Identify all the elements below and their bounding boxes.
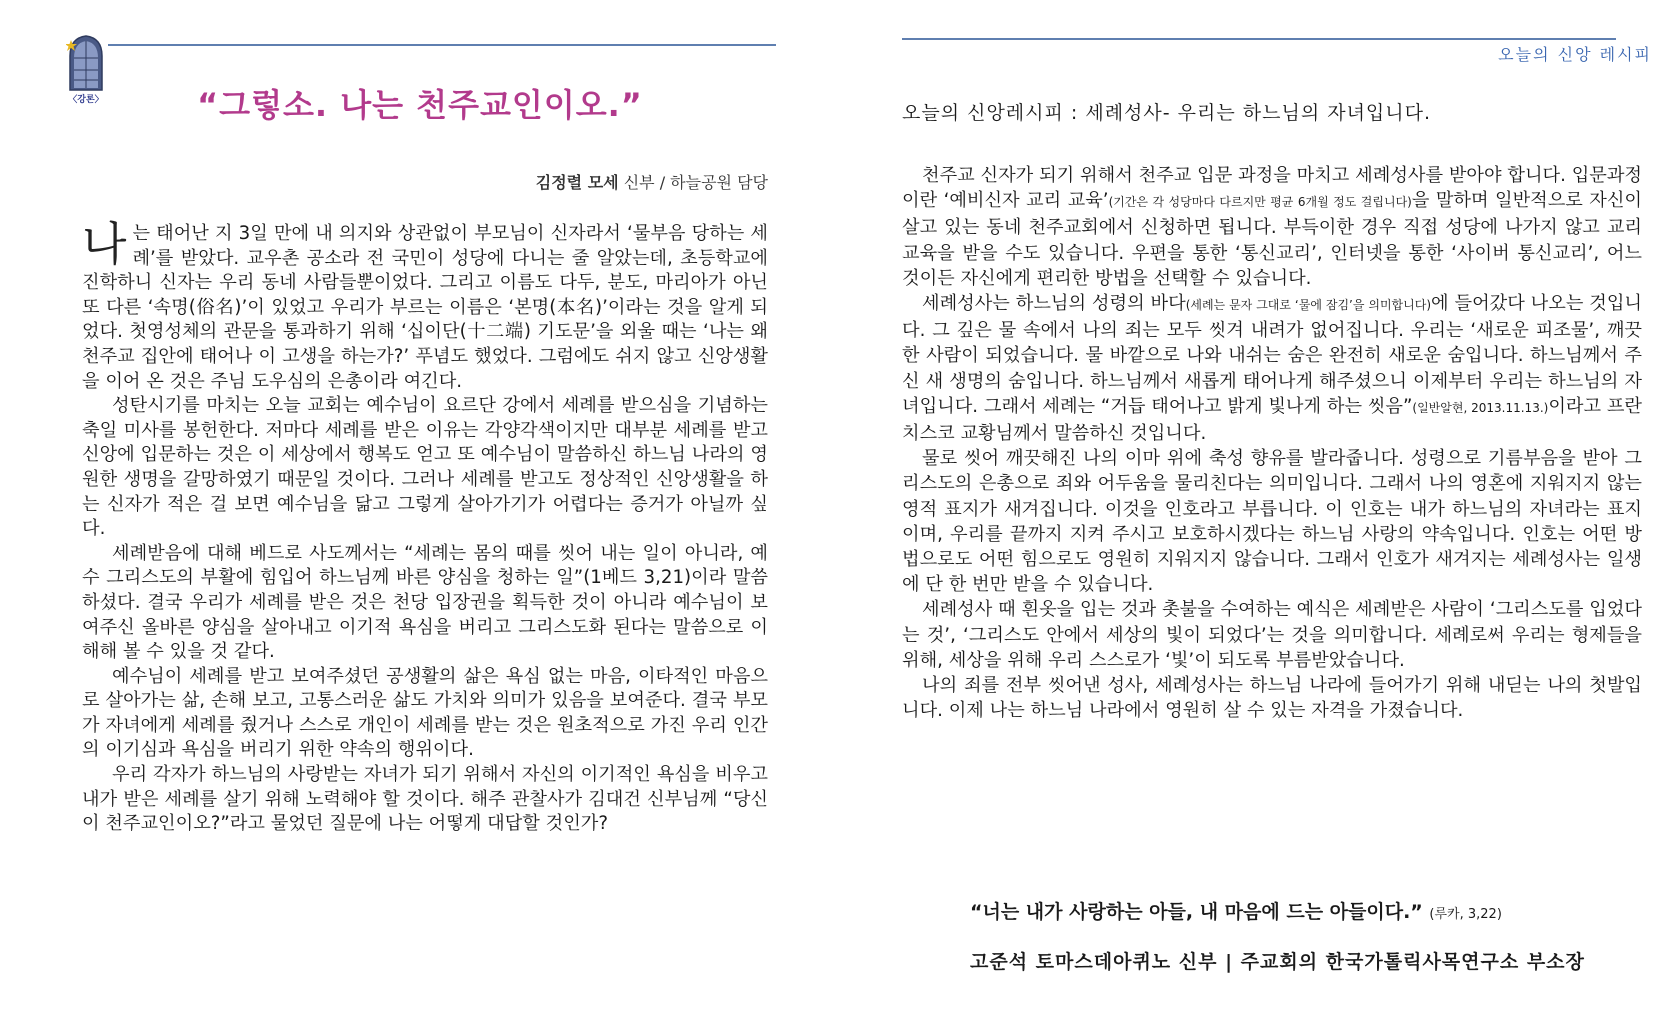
paragraph: 세례성사는 하느님의 성령의 바다(세례는 문자 그대로 ‘물에 잠김’을 의미합니다)에 들어갔다 나오는 것입니다. 그 깊은 물 속에서 나의 죄는 모두 씻겨 내려가 없어집니다. 우리는 ‘새로운 피조물’, 깨끗한 사람이 되었습니다. 물 바깥으로 나와 내쉬는 숨은 완전히 새로운 숨입니다. 하느님께서 주신 새 생명의 숨입니다. 하느님께서 새롭게 태어나게 해주셨으니 이제부터 우리는 하느님의 자녀입니다. 그래서 세례는 “거듭 태어나고 밝게 빛나게 하는 씻음”(일반알현, 2013.11.13.)이라고 프란치스코 교황님께서 말씀하신 것입니다. — [902, 293, 1643, 445]
cathedral-window-icon — [66, 34, 106, 106]
paragraph: 세례성사 때 흰옷을 입는 것과 촛불을 수여하는 예식은 세례받은 사람이 ‘그리스도를 입었다는 것’, ‘그리스도 안에서 세상의 빛이 되었다’는 것을 의미합니다. 세례로써 우리는 형제들을 위해, 세상을 위해 우리 스스로가 ‘빛’이 되도록 부름받았습니다. — [902, 599, 1642, 671]
paragraph: 천주교 신자가 되기 위해서 천주교 입문 과정을 마치고 세례성사를 받아야 합니다. 입문과정이란 ‘예비신자 교리 교육’(기간은 각 성당마다 다르지만 평균 6개월 정도 걸립니다)을 말하며 일반적으로 자신이 살고 있는 동네 천주교회에서 신청하면 됩니다. 부득이한 경우 직접 성당에 나가지 않고 교리교육을 받을 수도 있습니다. 우편을 통한 ‘통신교리’, 인터넷을 통한 ‘사이버 통신교리’, 어느 것이든 자신에게 편리한 방법을 선택할 수 있습니다. — [902, 165, 1642, 289]
paragraph: 나는 태어난 지 3일 만에 내 의지와 상관없이 부모님이 신자라서 ‘물부음 당하는 세례’를 받았다. 교우촌 공소라 전 국민이 성당에 다니는 줄 알았는데, 초등학교에 진학하니 신자는 우리 동네 사람들뿐이었다. 그리고 이름도 다두, 분도, 마리아가 아닌 또 다른 ‘속명(俗名)’이 있었고 우리가 부르는 이름은 ‘본명(本名)’이라는 것을 알게 되었다. 첫영성체의 관문을 통과하기 위해 ‘십이단(十二端) 기도문’을 외울 때는 ‘나는 왜 천주교 집안에 태어나 이 고생을 하는가?’ 푸념도 했었다. 그럼에도 쉬지 않고 신앙생활을 이어 온 것은 주님 도우심의 은총이라 여긴다. — [82, 217, 768, 392]
paragraph: 나의 죄를 전부 씻어낸 성사, 세례성사는 하느님 나라에 들어가기 위해 내딛는 나의 첫발입니다. 이제 나는 하느님 나라에서 영원히 살 수 있는 자격을 가졌습니다. — [902, 675, 1642, 722]
running-header: 오늘의 신앙 레시피 — [1498, 45, 1652, 64]
paragraph: 우리 각자가 하느님의 사랑받는 자녀가 되기 위해서 자신의 이기적인 욕심을 비우고 내가 받은 세례를 살기 위해 노력해야 할 것이다. 해주 관찰사가 김대건 신부님께 “당신이 천주교인이오?”라고 물었던 질문에 나는 어떻게 대답할 것인가? — [82, 764, 768, 835]
paragraph: 물로 씻어 깨끗해진 나의 이마 위에 축성 향유를 발라줍니다. 성령으로 기름부음을 받아 그리스도의 은총으로 죄와 어두움을 물리친다는 의미입니다. 그래서 나의 영혼에 지워지지 않는 영적 표지가 새겨집니다. 이것을 인호라고 부릅니다. 이 인호는 내가 하느님의 자녀라는 표지이며, 우리를 끝까지 지켜 주시고 보호하시겠다는 하느님 사랑의 약속입니다. 인호는 어떤 방법으로도 어떤 힘으로도 영원히 지워지지 않습니다. 그래서 인호가 새겨지는 세례성사는 일생에 단 한 번만 받을 수 있습니다. — [902, 448, 1642, 596]
header-rule — [108, 44, 776, 46]
paragraph: 성탄시기를 마치는 오늘 교회는 예수님이 요르단 강에서 세례를 받으심을 기념하는 축일 미사를 봉헌한다. 저마다 세례를 받은 이유는 각양각색이지만 대부분 세례를 받고 신앙에 입문하는 것은 이 세상에서 행복도 얻고 또 예수님이 말씀하신 하느님 나라의 영원한 생명을 갈망하였기 때문일 것이다. 그러나 세례를 받고도 정상적인 신앙생활을 하는 신자가 적은 걸 보면 예수님을 닮고 그렇게 살아가기가 어렵다는 증거가 아닐까 싶다. — [82, 395, 768, 540]
right-page — [840, 0, 1680, 1020]
article-headline: 오늘의 신앙레시피 : 세례성사- 우리는 하느님의 자녀입니다. — [902, 102, 1432, 124]
article-body — [902, 163, 1642, 723]
quote-reference: (루카, 3,22) — [1429, 907, 1502, 922]
header-rule — [902, 38, 1616, 40]
scripture-quote: “너는 내가 사랑하는 아들, 내 마음에 드는 아들이다.” (루카, 3,22) — [970, 901, 1502, 923]
sermon-title: “그렇소. 나는 천주교인이오.” — [197, 86, 643, 124]
svg-text:〈강론〉: 〈강론〉 — [68, 95, 104, 105]
paragraph: 세례받음에 대해 베드로 사도께서는 “세례는 몸의 때를 씻어 내는 일이 아니라, 예수 그리스도의 부활에 힘입어 하느님께 바른 양심을 청하는 일”(1베드 3,21)이라 말씀하셨다. 결국 우리가 세례를 받은 것은 천당 입장권을 획득한 것이 아니라 예수님이 보여주신 올바른 양심을 살아내고 이기적 욕심을 버리고 그리스도화 된다는 말씀으로 이해해 볼 수 있을 것 같다. — [82, 542, 768, 663]
author-name: 김정렬 모세 — [535, 173, 619, 192]
sermon-body — [82, 217, 768, 837]
byline — [536, 170, 768, 193]
paragraph: 예수님이 세례를 받고 보여주셨던 공생활의 삶은 욕심 없는 마음, 이타적인 마음으로 살아가는 삶, 손해 보고, 고통스러운 삶도 가치와 의미가 있음을 보여준다. 결국 부모가 자녀에게 세례를 줬거나 스스로 개인이 세례를 받는 것은 원초적으로 가진 우리 인간의 이기심과 욕심을 버리기 위한 약속의 행위이다. — [82, 665, 768, 761]
left-page — [0, 0, 800, 1020]
author-role: 신부 / 하늘공원 담당 — [618, 173, 768, 192]
drop-cap: 나 — [82, 217, 127, 271]
article-author: 고준석 토마스데아퀴노 신부 | 주교회의 한국가톨릭사목연구소 부소장 — [970, 951, 1585, 973]
